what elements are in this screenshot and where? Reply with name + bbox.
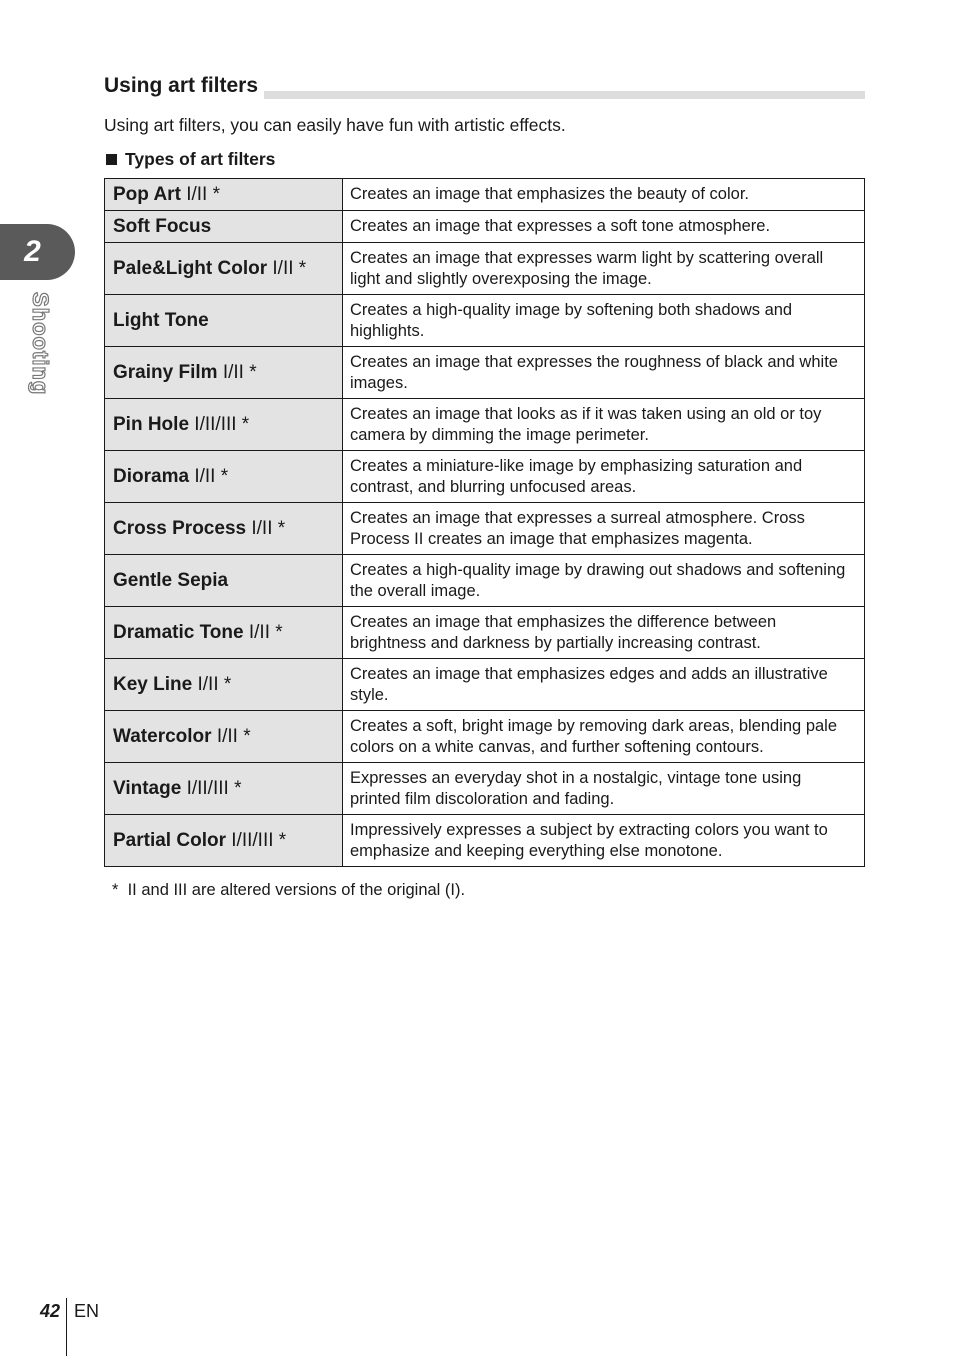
filter-name: Key Line xyxy=(113,673,193,695)
filter-name-cell xyxy=(105,243,343,295)
filter-variants: I/II * xyxy=(251,517,286,539)
filter-description: Creates an image that expresses a surreal atmosphere. Cross Process II creates an image that emphasizes magenta. xyxy=(343,503,865,555)
chapter-tab xyxy=(0,224,75,280)
filter-name: Gentle Sepia xyxy=(113,569,229,591)
table-row xyxy=(105,607,865,659)
filter-description: Creates a high-quality image by drawing out shadows and softening the overall image. xyxy=(343,555,865,607)
filter-name: Watercolor xyxy=(113,725,212,747)
filter-variants: I/II * xyxy=(216,725,251,747)
filter-description: Creates an image that expresses the roughness of black and white images. xyxy=(343,347,865,399)
table-row xyxy=(105,451,865,503)
filter-description: Creates an image that emphasizes edges and adds an illustrative style. xyxy=(343,659,865,711)
filter-name: Diorama xyxy=(113,465,190,487)
filter-name-cell xyxy=(105,179,343,211)
table-row xyxy=(105,211,865,243)
filter-name-cell xyxy=(105,659,343,711)
filter-name-cell xyxy=(105,555,343,607)
section-side-label: Shooting xyxy=(28,292,53,396)
filter-variants: I/II/III * xyxy=(186,777,242,799)
table-row xyxy=(105,503,865,555)
filter-name: Pale&Light Color xyxy=(113,257,268,279)
heading-text: Using art filters xyxy=(104,72,264,100)
filter-name-cell xyxy=(105,451,343,503)
table-row xyxy=(105,295,865,347)
filter-name: Pop Art xyxy=(113,183,181,205)
filter-variants: I/II * xyxy=(248,621,283,643)
art-filters-table xyxy=(104,178,865,867)
filter-name: Dramatic Tone xyxy=(113,621,244,643)
table-row xyxy=(105,815,865,867)
filter-name-cell xyxy=(105,711,343,763)
filter-description: Creates an image that emphasizes the difference between brightness and darkness by partially increasing contrast. xyxy=(343,607,865,659)
filter-variants: I/II * xyxy=(222,361,257,383)
filter-description: Creates a soft, bright image by removing dark areas, blending pale colors on a white canvas, and further softening contours. xyxy=(343,711,865,763)
filter-variants: I/II/III * xyxy=(231,829,287,851)
filter-name: Vintage xyxy=(113,777,182,799)
filter-name-cell xyxy=(105,211,343,243)
filter-description: Creates a miniature-like image by emphasizing saturation and contrast, and blurring unfocused areas. xyxy=(343,451,865,503)
filter-name: Grainy Film xyxy=(113,361,218,383)
intro-paragraph: Using art filters, you can easily have fun with artistic effects. xyxy=(104,115,566,135)
filter-variants: I/II * xyxy=(186,183,220,205)
page-number: 42 xyxy=(40,1301,61,1321)
page-language: EN xyxy=(74,1301,100,1321)
filter-description: Expresses an everyday shot in a nostalgic, vintage tone using printed film discoloration and fading. xyxy=(343,763,865,815)
filter-description: Creates a high-quality image by softening both shadows and highlights. xyxy=(343,295,865,347)
table-row xyxy=(105,659,865,711)
footer-divider xyxy=(66,1298,67,1356)
chapter-number: 2 xyxy=(24,235,41,268)
table-row xyxy=(105,243,865,295)
filter-variants: I/II/III * xyxy=(194,413,250,435)
filter-description: Impressively expresses a subject by extracting colors you want to emphasize and keeping everything else monotone. xyxy=(343,815,865,867)
section-heading xyxy=(104,72,865,100)
table-row xyxy=(105,711,865,763)
filter-name: Light Tone xyxy=(113,309,209,331)
subheading xyxy=(106,148,275,170)
filter-description: Creates an image that expresses a soft tone atmosphere. xyxy=(343,211,865,243)
filter-variants: I/II * xyxy=(197,673,232,695)
filter-variants: I/II * xyxy=(194,465,229,487)
filter-name-cell xyxy=(105,399,343,451)
subheading-text: Types of art filters xyxy=(125,149,276,169)
filter-name-cell xyxy=(105,815,343,867)
section-side-tab xyxy=(12,292,68,402)
filter-name-cell xyxy=(105,607,343,659)
filter-name: Partial Color xyxy=(113,829,226,851)
filter-name: Cross Process xyxy=(113,517,247,539)
square-bullet-icon xyxy=(106,154,117,165)
filter-name-cell xyxy=(105,295,343,347)
footnote: * II and III are altered versions of the original (I). xyxy=(112,881,466,899)
filter-name-cell xyxy=(105,347,343,399)
filter-name: Soft Focus xyxy=(113,215,212,237)
filter-variants: I/II * xyxy=(272,257,307,279)
table-row xyxy=(105,763,865,815)
filter-name: Pin Hole xyxy=(113,413,190,435)
table-row xyxy=(105,555,865,607)
table-row xyxy=(105,179,865,211)
filter-description: Creates an image that looks as if it was taken using an old or toy camera by dimming the image perimeter. xyxy=(343,399,865,451)
filter-description: Creates an image that emphasizes the beauty of color. xyxy=(343,179,865,211)
table-row xyxy=(105,399,865,451)
table-row xyxy=(105,347,865,399)
filter-description: Creates an image that expresses warm light by scattering overall light and slightly overexposing the image. xyxy=(343,243,865,295)
filter-name-cell xyxy=(105,763,343,815)
filter-name-cell xyxy=(105,503,343,555)
